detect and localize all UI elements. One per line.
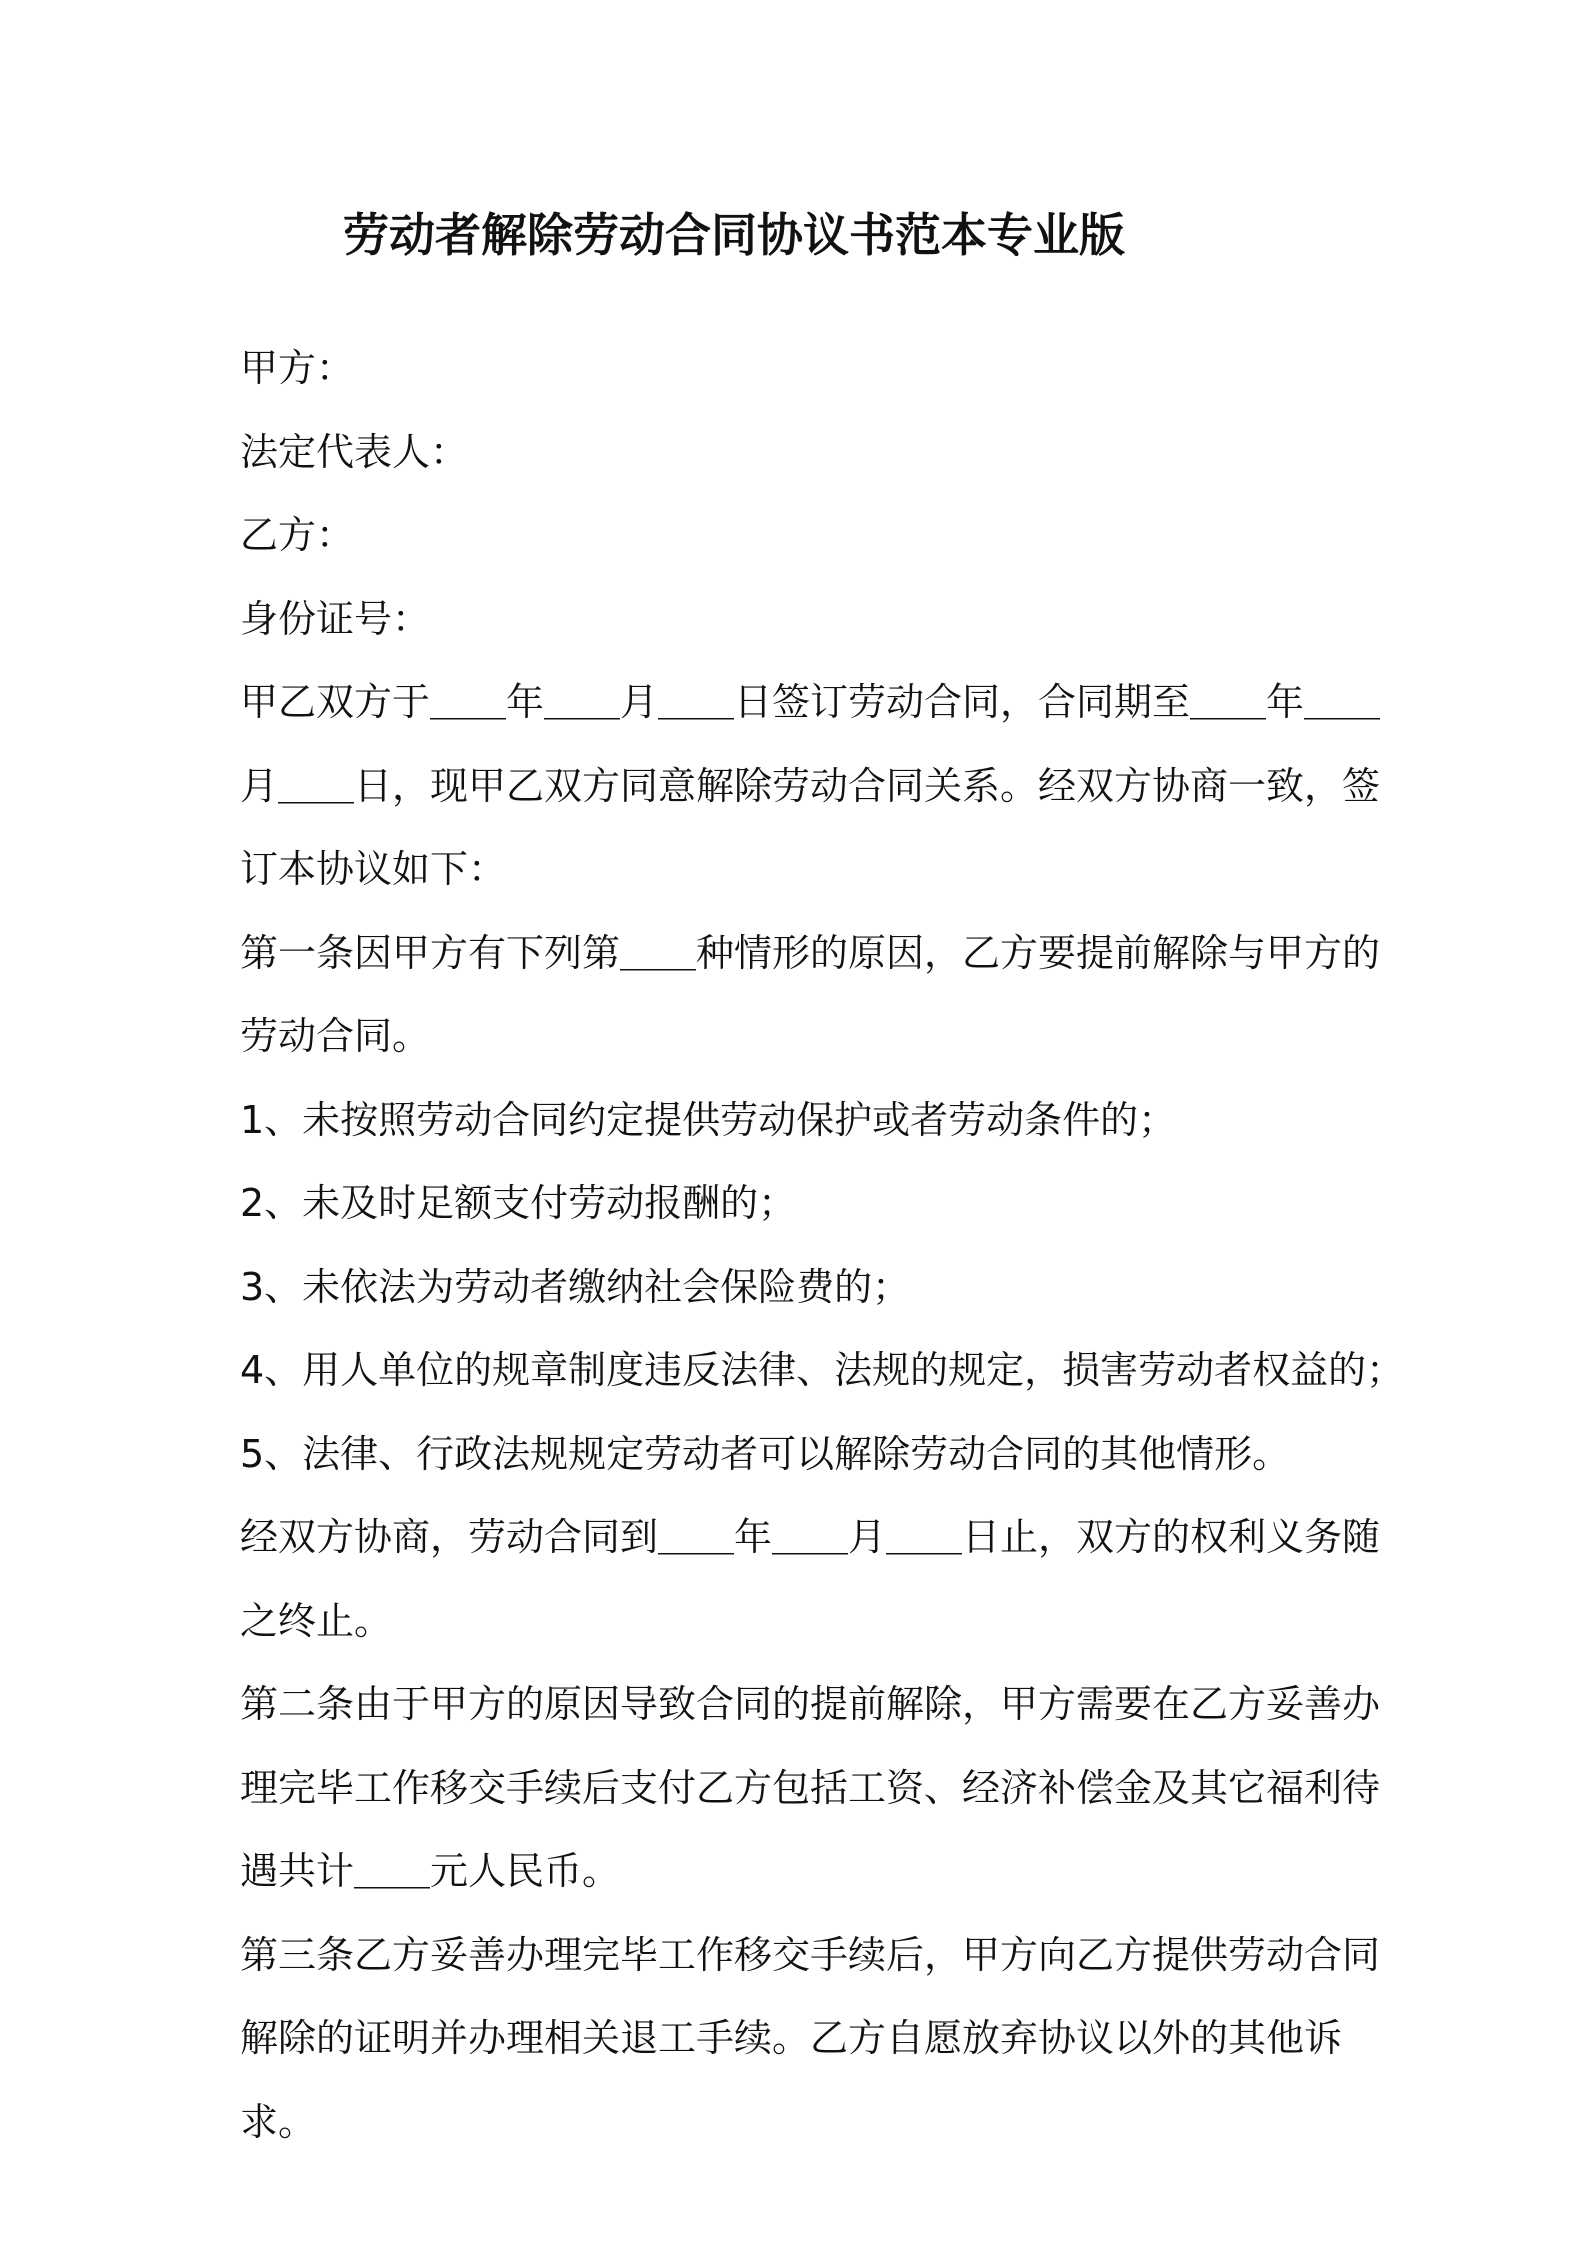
legal-representative-line: 法定代表人： <box>240 429 469 474</box>
party-b-line: 乙方： <box>240 513 355 557</box>
condition-item-4: 4、用人单位的规章制度违反法律、法规的规定，损害劳动者权益的； <box>240 1348 1405 1392</box>
document-title: 劳动者解除劳动合同协议书范本专业版 <box>343 208 1125 262</box>
termination-date-paragraph: 经双方协商，劳动合同到＿＿年＿＿月＿＿日止，双方的权利义务随之终止。 <box>240 1515 1381 1643</box>
id-number-line: 身份证号： <box>240 596 431 641</box>
article-one-paragraph: 第一条因甲方有下列第＿＿种情形的原因，乙方要提前解除与甲方的劳动合同。 <box>240 930 1381 1058</box>
condition-item-5: 5、法律、行政法规规定劳动者可以解除劳动合同的其他情形。 <box>240 1431 1291 1476</box>
article-two-paragraph: 第二条由于甲方的原因导致合同的提前解除，甲方需要在乙方妥善办理完毕工作移交手续后支付乙方包括工资、经济补偿金及其它福利待遇共计＿＿元人民币。 <box>240 1682 1381 1893</box>
party-a-line: 甲方： <box>240 346 355 390</box>
article-three-paragraph: 第三条乙方妥善办理完毕工作移交手续后，甲方向乙方提供劳动合同解除的证明并办理相关退工手续。乙方自愿放弃协议以外的其他诉求。 <box>240 1932 1381 2144</box>
preamble-paragraph: 甲乙双方于＿＿年＿＿月＿＿日签订劳动合同，合同期至＿＿年＿＿月＿＿日，现甲乙双方同意解除劳动合同关系。经双方协商一致，签订本协议如下： <box>240 680 1381 891</box>
condition-item-1: 1、未按照劳动合同约定提供劳动保护或者劳动条件的； <box>240 1097 1177 1142</box>
condition-item-3: 3、未依法为劳动者缴纳社会保险费的； <box>240 1264 911 1309</box>
document-body <box>240 327 1405 2164</box>
condition-item-2: 2、未及时足额支付劳动报酬的； <box>240 1181 797 1225</box>
